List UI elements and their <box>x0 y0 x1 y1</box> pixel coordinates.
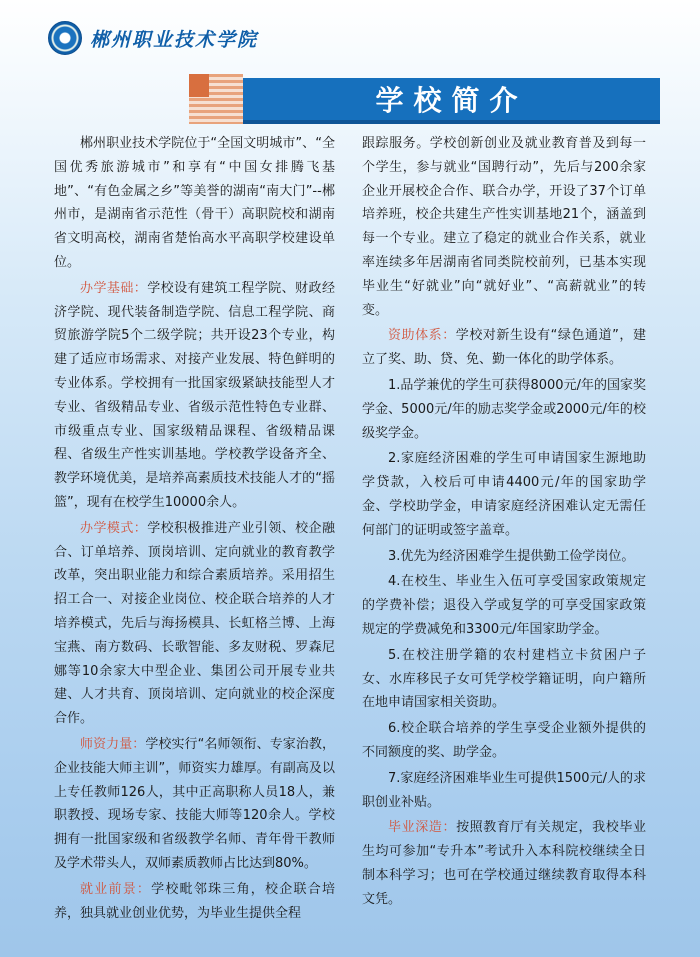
paragraph-text: 5.在校注册学籍的农村建档立卡贫困户子女、水库移民子女可凭学校学籍证明，向户籍所在地申请国家相关资助。 <box>362 647 646 711</box>
page-title: 学校简介 <box>243 78 660 124</box>
paragraph-text: 学校毗邻珠三角，校企联合培养，独具就业创业优势，为毕业生提供全程 <box>54 881 335 921</box>
school-logo-icon <box>48 21 82 55</box>
right-column <box>362 132 646 914</box>
paragraph-text: 学校对新生设有“绿色通道”，建立了奖、助、贷、免、勤一体化的助学体系。 <box>362 328 646 368</box>
section-heading: 师资力量： <box>80 736 146 752</box>
section-heading: 就业前景： <box>80 881 152 897</box>
paragraph-text: 7.家庭经济困难毕业生可提供1500元/人的求职创业补贴。 <box>362 770 646 810</box>
paragraph <box>362 767 646 815</box>
paragraph <box>54 277 335 515</box>
paragraph-text: 学校设有建筑工程学院、财政经济学院、现代装备制造学院、信息工程学院、商贸旅游学院5个二级学院；共开设23个专业，构建了适应市场需求、对接产业发展、特色鲜明的专业体系。学校拥有一批国家级紧缺技能型人才专业、省级精品专业、省级示范性特色专业群、市级重点专业、国家级精品课程、省级精品课程、省级生产性实训基地。学校教学设备齐全、教学环境优美，是培养高素质技术技能人才的“摇篮”，现有在校学生10000余人。 <box>54 280 335 510</box>
paragraph-text: 3.优先为经济困难学生提供勤工俭学岗位。 <box>388 548 635 564</box>
paragraph-text: 4.在校生、毕业生入伍可享受国家政策规定的学费补偿；退役入学或复学的可享受国家政策规定的学费减免和3300元/年国家助学金。 <box>362 574 646 637</box>
paragraph <box>362 374 646 445</box>
paragraph <box>362 717 646 765</box>
paragraph <box>362 644 646 715</box>
section-heading: 资助体系： <box>388 328 456 344</box>
paragraph <box>362 816 646 911</box>
paragraph-text: 学校积极推进产业引领、校企融合、订单培养、顶岗培训、定向就业的教育教学改革，突出职业能力和综合素质培养。采用招生招工合一、对接企业岗位、校企联合培养的人才培养模式，先后与海扬模具、长虹格兰博、上海宝燕、南方数码、长歌智能、多友财税、罗森尼娜等10余家大中型企业、集团公司开展专业共建、人才共育、顶岗培训、定向就业的校企深度合作。 <box>54 520 335 727</box>
section-heading: 办学基础： <box>80 280 148 296</box>
paragraph <box>54 878 335 926</box>
section-heading: 毕业深造： <box>388 820 457 836</box>
paragraph-text: 2.家庭经济困难的学生可申请国家生源地助学贷款，入校后可申请4400元/年的国家助学金、学校助学金，申请家庭经济困难认定无需任何部门的证明或签字盖章。 <box>362 451 646 538</box>
paragraph-text: 6.校企联合培养的学生享受企业额外提供的不同额度的奖、助学金。 <box>362 721 646 760</box>
paragraph <box>362 570 646 641</box>
paragraph <box>54 517 335 731</box>
paragraph <box>362 447 646 542</box>
paragraph <box>54 132 335 275</box>
page-header <box>48 20 258 56</box>
paragraph-text: 跟踪服务。学校创新创业及就业教育普及到每一个学生，参与就业“国聘行动”，先后与200余家企业开展校企合作、联合办学，开设了37个订单培养班，校企共建生产性实训基地21个，涵盖到每一个专业。建立了稳定的就业合作关系，就业率连续多年居湖南省同类院校前列，已基本实现毕业生“好就业”向“就好业”、“高薪就业”的转变。 <box>362 136 646 318</box>
section-heading: 办学模式： <box>80 520 148 536</box>
left-column <box>54 132 335 927</box>
paragraph-text: 按照教育厅有关规定，我校毕业生均可参加“专升本”考试升入本科院校继续全日制本科学习；也可在学校通过继续教育取得本科文凭。 <box>362 820 646 907</box>
paragraph <box>362 132 646 322</box>
paragraph <box>362 545 646 569</box>
paragraph-text: 1.品学兼优的学生可获得8000元/年的国家奖学金、5000元/年的励志奖学金或2000元/年的校级奖学金。 <box>362 377 646 441</box>
paragraph-text: 郴州职业技术学院位于“全国文明城市”、“全国优秀旅游城市”和享有“中国女排腾飞基地”、“有色金属之乡”等美誉的湖南“南大门”--郴州市，是湖南省示范性（骨干）高职院校和湖南省文明高校，湖南省楚怡高水平高职学校建设单位。 <box>54 136 335 270</box>
paragraph <box>54 733 335 876</box>
school-name: 郴州职业技术学院 <box>90 28 259 51</box>
flag-stripes-icon <box>189 74 243 124</box>
paragraph <box>362 324 646 372</box>
title-bar <box>189 74 660 124</box>
paragraph-text: 学校实行“名师领衔、专家治教，企业技能大师主训”，师资实力雄厚。有副高及以上专任教师126人，其中正高职称人员18人，兼职教授、现场专家、技能大师等120余人。学校拥有一批国家级和省级教学名师、青年骨干教师及学术带头人，双师素质教师占比达到80%。 <box>54 736 335 871</box>
